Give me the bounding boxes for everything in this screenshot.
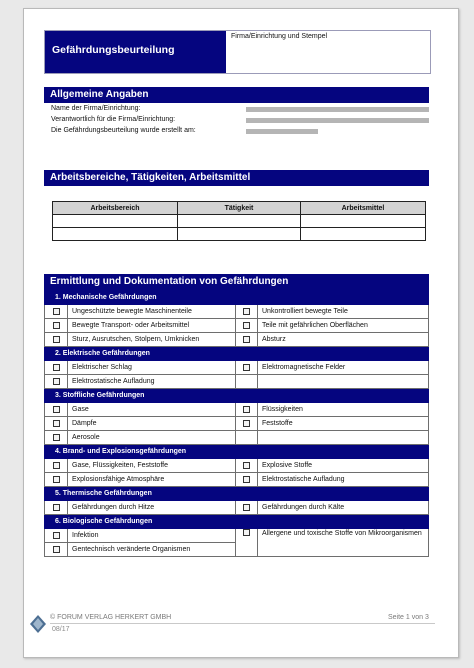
table-row [45,319,429,333]
hazard-checkbox[interactable] [53,546,60,553]
table-row [45,333,429,347]
hazard-checkbox[interactable] [243,504,250,511]
company-name-label: Name der Firma/Einrichtung: [51,105,141,112]
areas-header-row [53,202,426,215]
checkbox-cell [45,403,68,417]
hazard-category-title: 1. Mechanische Gefährdungen [45,291,429,305]
areas-section-title: Arbeitsbereiche, Tätigkeiten, Arbeitsmittel [44,170,429,186]
area-cell[interactable] [53,215,178,228]
hazard-item-label: Elektrostatische Aufladung [68,375,236,389]
table-row [45,403,429,417]
hazards-table [44,290,429,557]
hazard-item-label: Gefährdungen durch Kälte [258,501,429,515]
checkbox-cell [236,501,258,515]
col-arbeitsmittel: Arbeitsmittel [301,202,426,215]
checkbox-cell [45,361,68,375]
hazard-category-title: 4. Brand- und Explosionsgefährdungen [45,445,429,459]
hazard-item-label: Aerosole [68,431,236,445]
checkbox-cell [236,473,258,487]
hazard-item-label: Unkontrolliert bewegte Teile [258,305,429,319]
hazard-category-title: 3. Stoffliche Gefährdungen [45,389,429,403]
checkbox-cell [45,417,68,431]
checkbox-cell [45,459,68,473]
company-name-field[interactable] [246,107,429,112]
activity-cell[interactable] [178,215,301,228]
checkbox-cell [45,473,68,487]
hazard-item-label [258,431,429,445]
col-taetigkeit: Tätigkeit [178,202,301,215]
responsible-label: Verantwortlich für die Firma/Einrichtung: [51,116,176,123]
hazard-category-row [45,389,429,403]
checkbox-cell [236,417,258,431]
hazard-item-label: Bewegte Transport- oder Arbeitsmittel [68,319,236,333]
hazard-checkbox[interactable] [243,364,250,371]
hazard-item-label: Flüssigkeiten [258,403,429,417]
hazard-checkbox[interactable] [53,378,60,385]
hazard-checkbox[interactable] [243,476,250,483]
checkbox-cell [236,375,258,389]
hazard-item-label: Infektion [68,529,236,543]
hazard-item-label: Gase [68,403,236,417]
table-row [45,431,429,445]
checkbox-cell [45,319,68,333]
hazard-category-row [45,487,429,501]
hazard-checkbox[interactable] [53,364,60,371]
created-on-label: Die Gefährdungsbeurteilung wurde erstellt am: [51,127,196,134]
forum-logo-icon [30,615,46,633]
hazard-checkbox[interactable] [243,322,250,329]
stamp-label: Firma/Einrichtung und Stempel [231,33,328,40]
footer-divider [50,623,435,624]
hazard-item-label: Teile mit gefährlichen Oberflächen [258,319,429,333]
hazard-item-label [258,375,429,389]
table-row [45,361,429,375]
hazard-checkbox[interactable] [53,434,60,441]
hazard-category-row [45,347,429,361]
table-row [53,228,426,241]
hazard-item-label: Feststoffe [258,417,429,431]
hazard-item-label: Allergene und toxische Stoffe von Mikroorganismen [258,529,429,557]
hazard-checkbox[interactable] [53,308,60,315]
equipment-cell[interactable] [301,228,426,241]
checkbox-cell [236,459,258,473]
hazard-category-title: 2. Elektrische Gefährdungen [45,347,429,361]
hazard-item-label: Sturz, Ausrutschen, Stolpern, Umknicken [68,333,236,347]
checkbox-cell [45,305,68,319]
hazard-checkbox[interactable] [243,529,250,536]
hazard-item-label: Elektromagnetische Felder [258,361,429,375]
checkbox-cell [45,375,68,389]
hazard-category-row [45,515,429,529]
hazard-category-row [45,445,429,459]
hazard-item-label: Gefährdungen durch Hitze [68,501,236,515]
checkbox-cell [236,305,258,319]
document-header [44,30,431,74]
table-row [45,459,429,473]
area-cell[interactable] [53,228,178,241]
activity-cell[interactable] [178,228,301,241]
checkbox-cell [236,333,258,347]
document-page [23,8,459,658]
document-title: Gefährdungsbeurteilung [45,31,226,73]
table-row [45,375,429,389]
col-arbeitsbereich: Arbeitsbereich [53,202,178,215]
hazard-item-label: Absturz [258,333,429,347]
hazard-checkbox[interactable] [243,462,250,469]
page-number: Seite 1 von 3 [388,614,429,621]
checkbox-cell [45,333,68,347]
hazard-item-label: Explosionsfähige Atmosphäre [68,473,236,487]
hazard-checkbox[interactable] [53,504,60,511]
hazard-item-label: Dämpfe [68,417,236,431]
table-row [45,473,429,487]
table-row [45,501,429,515]
table-row [45,417,429,431]
checkbox-cell [45,501,68,515]
hazards-section-title: Ermittlung und Dokumentation von Gefährdungen [44,274,429,290]
hazard-checkbox[interactable] [53,532,60,539]
checkbox-cell [236,529,258,557]
checkbox-cell [236,431,258,445]
hazard-checkbox[interactable] [53,322,60,329]
hazard-category-title: 6. Biologische Gefährdungen [45,515,429,529]
hazard-checkbox[interactable] [243,336,250,343]
hazard-item-label: Gase, Flüssigkeiten, Feststoffe [68,459,236,473]
hazard-item-label: Gentechnisch veränderte Organismen [68,543,236,557]
hazard-item-label: Elektrischer Schlag [68,361,236,375]
checkbox-cell [45,431,68,445]
checkbox-cell [236,361,258,375]
checkbox-cell [236,319,258,333]
hazard-item-label: Elektrostatische Aufladung [258,473,429,487]
publisher-text: © FORUM VERLAG HERKERT GMBH [50,614,172,621]
hazard-checkbox[interactable] [53,406,60,413]
hazard-checkbox[interactable] [53,336,60,343]
responsible-field[interactable] [246,118,429,123]
hazard-category-title: 5. Thermische Gefährdungen [45,487,429,501]
areas-table [52,201,426,241]
hazard-checkbox[interactable] [243,420,250,427]
hazard-category-row [45,291,429,305]
table-row [53,215,426,228]
general-section-title: Allgemeine Angaben [44,87,429,103]
table-row [45,529,429,543]
hazard-checkbox[interactable] [243,308,250,315]
hazard-checkbox[interactable] [243,406,250,413]
equipment-cell[interactable] [301,215,426,228]
checkbox-cell [45,543,68,557]
hazard-checkbox[interactable] [53,476,60,483]
footer-date: 08/17 [52,626,70,633]
hazard-item-label: Ungeschützte bewegte Maschinenteile [68,305,236,319]
checkbox-cell [236,403,258,417]
hazard-checkbox[interactable] [53,420,60,427]
hazard-checkbox[interactable] [53,462,60,469]
created-on-field[interactable] [246,129,318,134]
checkbox-cell [45,529,68,543]
table-row [45,305,429,319]
hazard-item-label: Explosive Stoffe [258,459,429,473]
